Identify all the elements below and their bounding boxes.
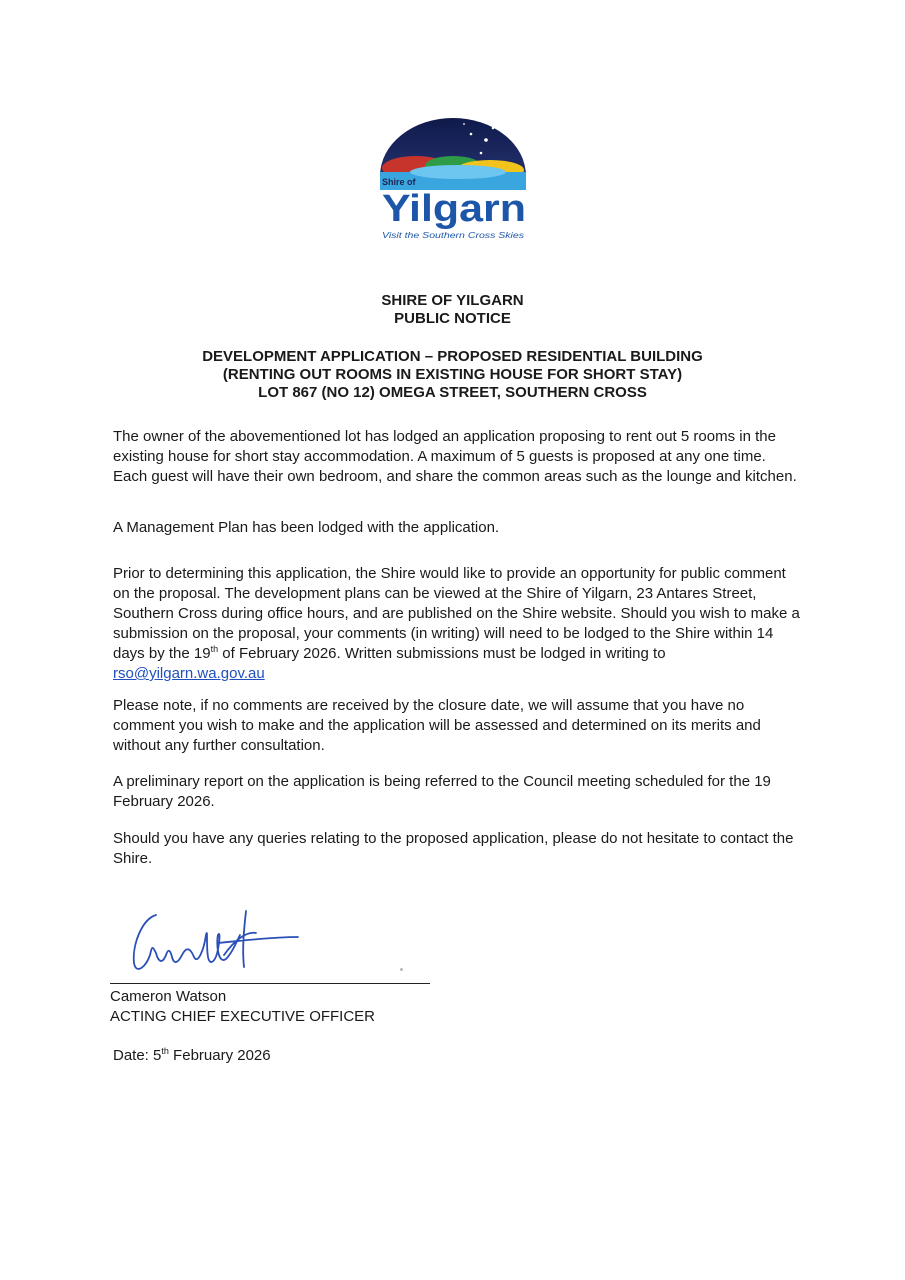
- date-label: Date:: [113, 1047, 154, 1064]
- date-month-year: February 2026: [168, 1047, 271, 1064]
- public-comment-text-b: of February 2026. Written submissions must be lodged in writing to: [218, 645, 666, 662]
- notice-type: PUBLIC NOTICE: [394, 310, 511, 327]
- logo-yilgarn-wordmark: Yilgarn: [382, 188, 526, 230]
- handwritten-signature: [120, 905, 320, 977]
- title-line-2: (RENTING OUT ROOMS IN EXISTING HOUSE FOR SHORT STAY): [222, 366, 683, 383]
- logo-tagline: Visit the Southern Cross Skies: [382, 231, 524, 240]
- title-line-1: DEVELOPMENT APPLICATION – PROPOSED RESIDENTIAL BUILDING: [202, 348, 703, 365]
- signatory-position: ACTING CHIEF EXECUTIVE OFFICER: [110, 1008, 376, 1025]
- paragraph-queries: Should you have any queries relating to the proposed application, please do not hesitate to contact the Shire.: [113, 830, 794, 867]
- shire-of-yilgarn-logo: [378, 110, 528, 246]
- title-line-3: LOT 867 (NO 12) OMEGA STREET, SOUTHERN CROSS: [258, 384, 647, 401]
- scan-speck: [400, 968, 403, 971]
- notice-header: [0, 292, 905, 328]
- paragraph-management-plan: A Management Plan has been lodged with the application.: [113, 519, 500, 536]
- organisation-name: SHIRE OF YILGARN: [381, 292, 524, 309]
- paragraph-public-comment: [113, 564, 803, 684]
- logo-shire-of: Shire of: [382, 177, 416, 187]
- notice-date: [113, 1046, 271, 1066]
- date-ordinal-suffix: th: [161, 1046, 169, 1056]
- signatory-name: Cameron Watson: [110, 988, 227, 1005]
- paragraph-application-description: The owner of the abovementioned lot has lodged an application proposing to rent out 5 rooms in the existing house for short stay accommodation. A maximum of 5 guests is proposed at any one time. Each guest will have their own bedroom, and share the common areas such as the lounge and kitchen.: [113, 428, 797, 485]
- date-day: 5: [153, 1047, 162, 1064]
- public-comment-text-a: Prior to determining this application, the Shire would like to provide an opportunity for public comment on the proposal. The development plans can be viewed at the Shire of Yilgarn, 23 Antares Street, Southern Cross during office hours, and are published on the Shire website. Should you wish to make a submission on the proposal, your comments (in writing) will need to be lodged to the Shire within 14 days by the 19: [113, 565, 800, 662]
- ordinal-suffix: th: [210, 644, 219, 654]
- application-title: [0, 348, 905, 402]
- submission-email-link[interactable]: rso@yilgarn.wa.gov.au: [113, 665, 265, 682]
- paragraph-no-comments: Please note, if no comments are received by the closure date, we will assume that you have no comment you wish to make and the application will be assessed and determined on its merits and without any further consultation.: [113, 697, 761, 754]
- paragraph-council-meeting: A preliminary report on the application is being referred to the Council meeting scheduled for the 19 February 2026.: [113, 773, 771, 810]
- signatory-block: [110, 987, 375, 1027]
- signature-line: [110, 983, 430, 984]
